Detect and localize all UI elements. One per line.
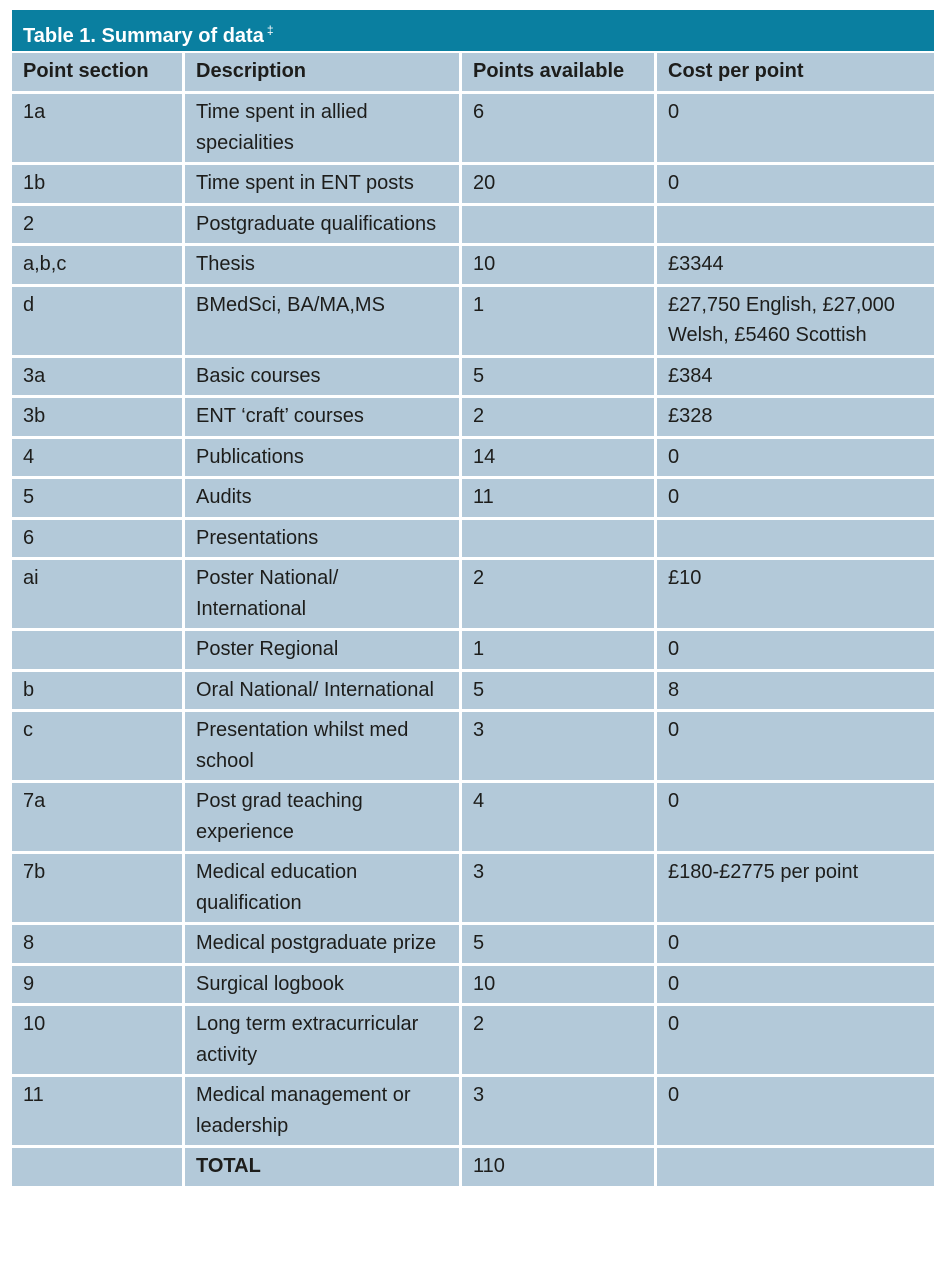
point-section-cell: 3a: [12, 358, 185, 399]
points-available-cell: 2: [462, 398, 657, 439]
table-row: [12, 925, 934, 966]
description-cell: Surgical logbook: [185, 966, 462, 1007]
table-row: [12, 631, 934, 672]
points-available-cell: [462, 206, 657, 247]
cost-per-point-cell: [657, 520, 934, 561]
points-available-cell: 6: [462, 94, 657, 165]
description-cell: Presentations: [185, 520, 462, 561]
table-row: [12, 358, 934, 399]
header-points-available: Points available: [462, 53, 657, 94]
cost-per-point-cell: 0: [657, 631, 934, 672]
title-footnote-mark: ‡: [266, 23, 274, 37]
points-available-cell: 3: [462, 854, 657, 925]
table-row: [12, 712, 934, 783]
table-row: [12, 672, 934, 713]
points-available-cell: 110: [462, 1148, 657, 1189]
point-section-cell: c: [12, 712, 185, 783]
cost-per-point-cell: [657, 1148, 934, 1189]
description-cell: ENT ‘craft’ courses: [185, 398, 462, 439]
cost-per-point-cell: 8: [657, 672, 934, 713]
table-row: [12, 1077, 934, 1148]
table-row: [12, 165, 934, 206]
description-cell: TOTAL: [185, 1148, 462, 1189]
cost-per-point-cell: 0: [657, 165, 934, 206]
point-section-cell: 2: [12, 206, 185, 247]
cost-per-point-cell: £328: [657, 398, 934, 439]
point-section-cell: 6: [12, 520, 185, 561]
description-cell: Basic courses: [185, 358, 462, 399]
table-title-bar: [12, 10, 934, 51]
description-cell: Postgraduate qualifications: [185, 206, 462, 247]
cost-per-point-cell: £10: [657, 560, 934, 631]
point-section-cell: d: [12, 287, 185, 358]
cost-per-point-cell: [657, 206, 934, 247]
cost-per-point-cell: 0: [657, 966, 934, 1007]
header-point-section: Point section: [12, 53, 185, 94]
table-row: [12, 398, 934, 439]
table-title: Table 1. Summary of data: [23, 25, 264, 47]
description-cell: Post grad teaching experience: [185, 783, 462, 854]
cost-per-point-cell: 0: [657, 439, 934, 480]
table-row: [12, 206, 934, 247]
cost-per-point-cell: 0: [657, 479, 934, 520]
table-row: [12, 783, 934, 854]
description-cell: Audits: [185, 479, 462, 520]
point-section-cell: 1a: [12, 94, 185, 165]
table-row: [12, 520, 934, 561]
point-section-cell: 3b: [12, 398, 185, 439]
header-cost-per-point: Cost per point: [657, 53, 934, 94]
point-section-cell: 7a: [12, 783, 185, 854]
cost-per-point-cell: £384: [657, 358, 934, 399]
description-cell: Time spent in ENT posts: [185, 165, 462, 206]
points-available-cell: 14: [462, 439, 657, 480]
cost-per-point-cell: 0: [657, 1077, 934, 1148]
description-cell: Presentation whilst med school: [185, 712, 462, 783]
description-cell: Medical education qualification: [185, 854, 462, 925]
points-available-cell: 5: [462, 925, 657, 966]
header-row: [12, 53, 934, 94]
cost-per-point-cell: £180-£2775 per point: [657, 854, 934, 925]
point-section-cell: a,b,c: [12, 246, 185, 287]
table-row: [12, 94, 934, 165]
points-available-cell: 11: [462, 479, 657, 520]
description-cell: Thesis: [185, 246, 462, 287]
points-available-cell: 1: [462, 631, 657, 672]
table-row: [12, 479, 934, 520]
cost-per-point-cell: 0: [657, 783, 934, 854]
cost-per-point-cell: 0: [657, 925, 934, 966]
points-available-cell: 10: [462, 966, 657, 1007]
point-section-cell: 9: [12, 966, 185, 1007]
point-section-cell: 7b: [12, 854, 185, 925]
table-row: [12, 854, 934, 925]
description-cell: Poster Regional: [185, 631, 462, 672]
table-row: [12, 287, 934, 358]
description-cell: Medical management or leadership: [185, 1077, 462, 1148]
point-section-cell: b: [12, 672, 185, 713]
points-available-cell: 3: [462, 1077, 657, 1148]
table-row: [12, 966, 934, 1007]
point-section-cell: 4: [12, 439, 185, 480]
points-available-cell: 2: [462, 560, 657, 631]
table-row: [12, 1006, 934, 1077]
table-row: [12, 246, 934, 287]
points-available-cell: 10: [462, 246, 657, 287]
total-row: [12, 1148, 934, 1189]
description-cell: Time spent in allied specialities: [185, 94, 462, 165]
cost-per-point-cell: £3344: [657, 246, 934, 287]
points-available-cell: 3: [462, 712, 657, 783]
summary-table-figure: [12, 10, 934, 1268]
header-description: Description: [185, 53, 462, 94]
points-available-cell: 5: [462, 358, 657, 399]
cost-per-point-cell: £27,750 English, £27,000 Welsh, £5460 Scottish: [657, 287, 934, 358]
point-section-cell: [12, 631, 185, 672]
point-section-cell: 10: [12, 1006, 185, 1077]
points-available-cell: 5: [462, 672, 657, 713]
description-cell: Poster National/ International: [185, 560, 462, 631]
point-section-cell: [12, 1148, 185, 1189]
cost-per-point-cell: 0: [657, 94, 934, 165]
points-available-cell: [462, 520, 657, 561]
description-cell: Publications: [185, 439, 462, 480]
points-available-cell: 2: [462, 1006, 657, 1077]
table-header: [12, 53, 934, 94]
point-section-cell: 1b: [12, 165, 185, 206]
point-section-cell: ai: [12, 560, 185, 631]
description-cell: Medical postgraduate prize: [185, 925, 462, 966]
description-cell: BMedSci, BA/MA,MS: [185, 287, 462, 358]
table-body: [12, 94, 934, 1189]
cost-per-point-cell: 0: [657, 1006, 934, 1077]
summary-table: [12, 53, 934, 1189]
points-available-cell: 20: [462, 165, 657, 206]
points-available-cell: 4: [462, 783, 657, 854]
cost-per-point-cell: 0: [657, 712, 934, 783]
points-available-cell: 1: [462, 287, 657, 358]
table-row: [12, 560, 934, 631]
table-row: [12, 439, 934, 480]
description-cell: Long term extracurricular activity: [185, 1006, 462, 1077]
point-section-cell: 8: [12, 925, 185, 966]
point-section-cell: 5: [12, 479, 185, 520]
description-cell: Oral National/ International: [185, 672, 462, 713]
point-section-cell: 11: [12, 1077, 185, 1148]
